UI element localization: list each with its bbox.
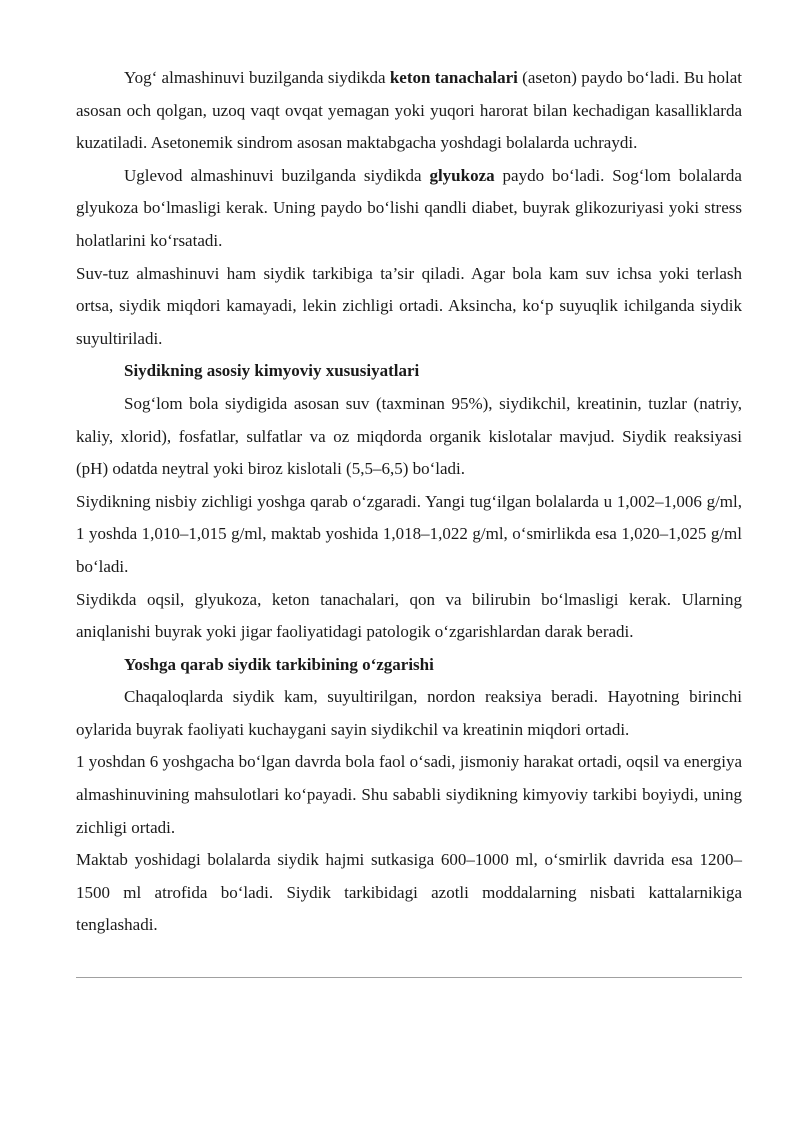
footer-divider bbox=[76, 977, 742, 978]
paragraph-composition: Sog‘lom bola siydigida asosan suv (taxminan 95%), siydikchil, kreatinin, tuzlar (natriy, kaliy, xlorid), fosfatlar, sulfatlar va oz miqdorda organik kislotalar mavjud. Siydik reaksiyasi (pH) odatda neytral yoki biroz kislotali (5,5–6,5) bo‘ladi. bbox=[76, 393, 742, 479]
bold-term-ketone-bodies: keton tanachalari bbox=[389, 68, 518, 87]
paragraph-density: Siydikning nisbiy zichligi yoshga qarab o‘zgaradi. Yangi tug‘ilgan bolalarda u 1,002–1,006 g/ml, 1 yoshda 1,010–1,015 g/ml, maktab yoshida 1,018–1,022 g/ml, o‘smirlikda esa 1,020–1,025 g/ml bo‘ladi. bbox=[76, 491, 742, 576]
bold-term-glucose: glyukoza bbox=[429, 165, 495, 185]
paragraph-school-age: Maktab yoshidagi bolalarda siydik hajmi sutkasiga 600–1000 ml, o‘smirlik davrida esa 1200–1500 ml atrofida bo‘ladi. Siydik tarkibidagi azotli moddalarning nisbati kattalarnikiga tenglashadi. bbox=[76, 850, 742, 935]
document-body bbox=[76, 62, 742, 942]
paragraph-text: Yog‘ almashinuvi buzilganda siydikda bbox=[124, 68, 390, 87]
section-heading-chemical-properties: Siydikning asosiy kimyoviy xususiyatlari bbox=[124, 361, 420, 381]
paragraph-early-childhood: 1 yoshdan 6 yoshgacha bo‘lgan davrda bola faol o‘sadi, jismoniy harakat ortadi, oqsil va energiya almashinuvining mahsulotlari ko‘payadi. Shu sababli siydikning kimyoviy tarkibi boyiydi, uning zichligi ortadi. bbox=[76, 752, 742, 837]
section-heading-age-changes: Yoshga qarab siydik tarkibining o‘zgarishi bbox=[124, 654, 434, 674]
paragraph-ketone-bodies bbox=[76, 62, 742, 160]
paragraph-glucose bbox=[76, 160, 742, 258]
paragraph-water-salt: Suv-tuz almashinuvi ham siydik tarkibiga ta’sir qiladi. Agar bola kam suv ichsa yoki terlash ortsa, siydik miqdori kamayadi, lekin zichligi ortadi. Aksincha, ko‘p suyuqlik ichilganda siydik suyultiriladi. bbox=[76, 263, 742, 348]
paragraph-newborns: Chaqaloqlarda siydik kam, suyultirilgan, nordon reaksiya beradi. Hayotning birinchi oylarida buyrak faoliyati kuchaygani sayin siydikchil va kreatinin miqdori ortadi. bbox=[76, 687, 742, 739]
paragraph-text: paydo bo‘ladi. Sog‘lom bolalarda glyukoza bo‘lmasligi kerak. Uning paydo bo‘lishi qandli diabet, buyrak glikozuriyasi yoki stress holatlarini ko‘rsatadi. bbox=[76, 165, 742, 250]
paragraph-text: (aseton) paydo bo‘ladi. Bu holat asosan och qolgan, uzoq vaqt ovqat yemagan yoki yuqori harorat bilan kechadigan kasalliklarda kuzatiladi. Asetonemik sindrom asosan maktabgacha yoshdagi bolalarda uchraydi. bbox=[76, 68, 742, 153]
paragraph-absent-substances: Siydikda oqsil, glyukoza, keton tanachalari, qon va bilirubin bo‘lmasligi kerak. Ularning aniqlanishi buyrak yoki jigar faoliyatidagi patologik o‘zgarishlardan darak beradi. bbox=[76, 589, 742, 642]
paragraph-text: Uglevod almashinuvi buzilganda siydikda bbox=[124, 165, 430, 185]
